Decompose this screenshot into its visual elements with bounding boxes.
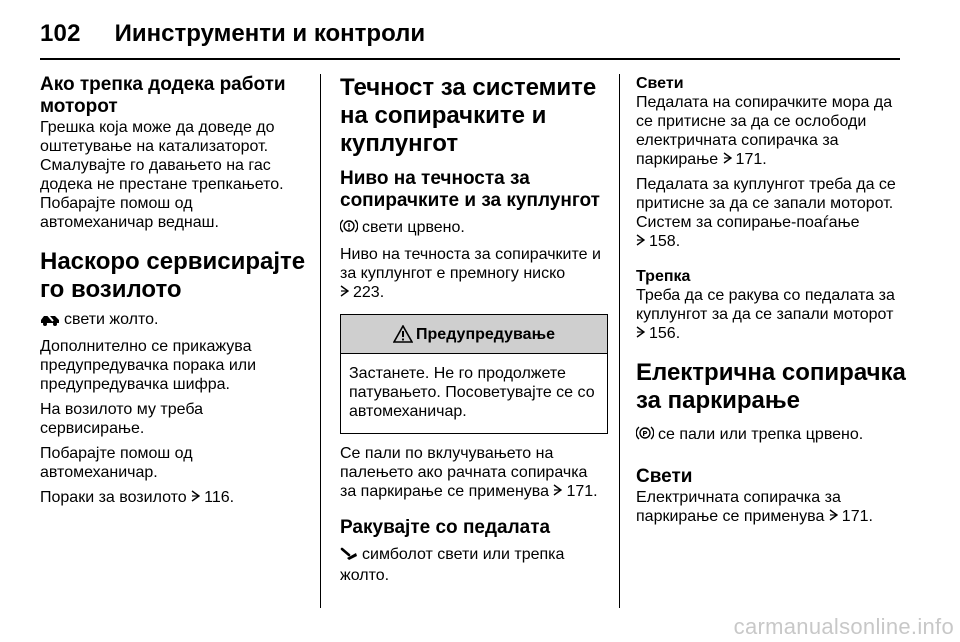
warning-triangle-icon — [393, 325, 413, 343]
subheading-lit: Свети — [636, 466, 693, 487]
paragraph — [636, 286, 908, 324]
warning-header — [341, 315, 607, 354]
paragraph — [40, 488, 308, 507]
icon-caption: симболот свети или трепка жолто. — [340, 546, 565, 584]
section-heading-electric-parking-brake: Електрична сопирачка за паркирање — [636, 359, 906, 414]
warning-box — [340, 314, 608, 434]
page-header — [40, 16, 425, 52]
page-ref-arrow-icon — [636, 324, 645, 343]
paragraph-text: Пораки за возилото — [40, 489, 187, 506]
paragraph — [636, 324, 908, 343]
paragraph — [636, 425, 908, 446]
paragraph-text: Педалата на сопирачките мора да се притисне за да се ослободи електричната сопирачка за паркирање — [636, 94, 893, 168]
paragraph — [340, 283, 608, 302]
paragraph — [636, 93, 908, 169]
page-ref[interactable]: 223. — [353, 284, 385, 301]
column-divider — [619, 74, 620, 608]
svg-text:P: P — [642, 430, 648, 438]
page-ref-arrow-icon — [553, 482, 562, 501]
subheading-operate-pedal: Ракувајте со педалата — [340, 517, 551, 538]
page-title: Иинструменти и контроли — [114, 20, 426, 47]
paragraph: Ниво на течноста за сопирачките и за куплунгот е премногу ниско — [340, 246, 601, 282]
page-ref-arrow-icon — [636, 232, 645, 251]
page-ref-arrow-icon — [829, 507, 838, 526]
parking-brake-icon — [636, 425, 654, 446]
column-2 — [340, 74, 608, 585]
brake-warning-icon — [340, 218, 358, 239]
paragraph-text: Се пали по вклучувањето на палењето ако рачната сопирачка за паркирање се применува — [340, 445, 588, 500]
page-ref[interactable]: 156. — [649, 325, 681, 342]
watermark: carmanualsonline.info — [733, 614, 954, 639]
subheading-fluid-level: Ниво на течноста за сопирачките и за куплунгот — [340, 168, 600, 211]
paragraph — [340, 218, 608, 239]
column-3 — [636, 74, 908, 526]
paragraph-text: Електричната сопирачка за паркирање се применува — [636, 489, 841, 525]
service-wrench-car-icon — [40, 312, 60, 331]
subheading-lit: Свети — [636, 75, 684, 92]
icon-caption: се пали или трепка црвено. — [658, 426, 864, 443]
page-number: 102 — [40, 20, 81, 47]
warning-body: Застанете. Не го продолжете патувањето. Посоветувајте се со автомеханичар. — [349, 365, 595, 420]
paragraph — [340, 444, 608, 501]
page-ref[interactable]: 171. — [735, 151, 767, 168]
paragraph: На возилото му треба сервисирање. — [40, 401, 204, 437]
page-ref[interactable]: 116. — [204, 489, 235, 506]
subheading-flashing: Трепка — [636, 268, 691, 285]
column-1 — [40, 74, 308, 507]
page-ref-arrow-icon — [191, 488, 200, 507]
section-heading-service-vehicle: Наскоро сервисирајте го возилото — [40, 248, 306, 303]
paragraph — [636, 488, 908, 526]
header-rule — [40, 58, 900, 60]
page-ref-arrow-icon — [723, 150, 732, 169]
pedal-icon — [340, 547, 358, 566]
paragraph — [340, 545, 608, 585]
page-ref[interactable]: 171. — [841, 508, 873, 525]
warning-heading: Предупредување — [416, 325, 555, 343]
page-ref[interactable]: 158. — [649, 233, 681, 250]
paragraph: Побарајте помош од автомеханичар. — [40, 445, 193, 481]
paragraph: Грешка која може да доведе до оштетување на катализаторот. Смалувајте го давањето на гас додека не престане трепкањето. Побарајте помош од автомеханичар веднаш. — [40, 119, 284, 231]
paragraph — [40, 310, 308, 331]
column-divider — [320, 74, 321, 608]
section-heading-engine-flashing: Ако трепка додека работи моторот — [40, 74, 286, 117]
icon-caption: свети црвено. — [362, 219, 465, 236]
page-ref[interactable]: 171. — [566, 483, 598, 500]
paragraph: Педалата за куплунгот треба да се притисне за да се запали моторот. Систем за сопирање-поаѓање — [636, 176, 896, 231]
paragraph — [636, 232, 908, 251]
icon-caption: свети жолто. — [64, 311, 159, 328]
section-heading-brake-fluid: Течност за системите на сопирачките и куплунгот — [340, 74, 597, 157]
paragraph-text: Треба да се ракува со педалата за куплунгот за да се запали моторот — [636, 287, 895, 323]
page-ref-arrow-icon — [340, 283, 349, 302]
paragraph: Дополнително се прикажува предупредувачка порака или предупредувачка шифра. — [40, 338, 257, 393]
